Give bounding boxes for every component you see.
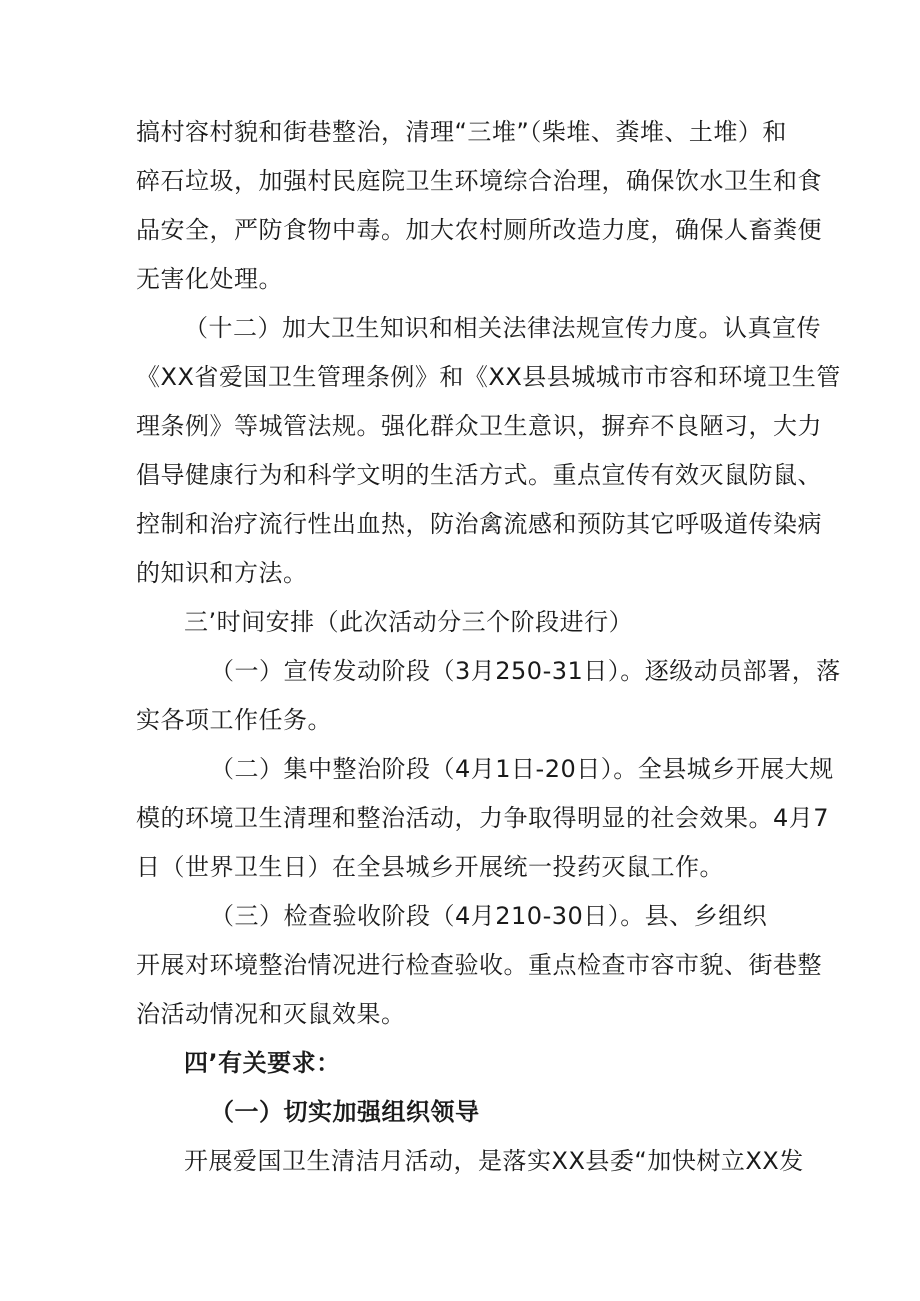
- text-line: 无害化处理。: [136, 265, 283, 293]
- text-line: 实各项工作任务。: [136, 706, 332, 734]
- text-line: 品安全，严防食物中毒。加大农村厕所改造力度，确保人畜粪便: [136, 216, 822, 244]
- stage-2-heading: （二）集中整治阶段（4月1日-20日）。全县城乡开展大规: [210, 755, 834, 783]
- text-line: 的知识和方法。: [136, 559, 308, 587]
- text-line: 开展对环境整治情况进行检查验收。重点检查市容市貌、街巷整: [136, 951, 822, 979]
- section-4-heading: 四’有关要求：: [184, 1049, 341, 1077]
- text-line: 碎石垃圾，加强村民庭院卫生环境综合治理，确保饮水卫生和食: [136, 167, 822, 195]
- text-line: 《XX省爱国卫生管理条例》和《XX县县城城市市容和环境卫生管: [136, 363, 841, 391]
- text-line: 治活动情况和灭鼠效果。: [136, 1000, 406, 1028]
- text-line: 倡导健康行为和科学文明的生活方式。重点宣传有效灭鼠防鼠、: [136, 461, 822, 489]
- text-line: 理条例》等城管法规。强化群众卫生意识，摒弃不良陋习，大力: [136, 412, 822, 440]
- stage-1-heading: （一）宣传发动阶段（3月250-31日）。逐级动员部署，落: [210, 657, 841, 685]
- text-line: 控制和治疗流行性出血热，防治禽流感和预防其它呼吸道传染病: [136, 510, 822, 538]
- subsection-1-heading: （一）切实加强组织领导: [210, 1098, 480, 1126]
- stage-3-heading: （三）检查验收阶段（4月210-30日）。县、乡组织: [210, 902, 768, 930]
- section-12-heading: （十二）加大卫生知识和相关法律法规宣传力度。认真宣传: [184, 314, 821, 342]
- section-3-heading: 三’时间安排（此次活动分三个阶段进行）: [184, 608, 634, 636]
- text-line: 开展爱国卫生清洁月活动，是落实XX县委“加快树立XX发: [184, 1147, 804, 1175]
- text-line: 模的环境卫生清理和整治活动，力争取得明显的社会效果。4月7: [136, 804, 830, 832]
- text-line: 日（世界卫生日）在全县城乡开展统一投药灭鼠工作。: [136, 853, 724, 881]
- text-line: 搞村容村貌和街巷整治，清理“三堆”（柴堆、粪堆、土堆）和: [136, 118, 787, 146]
